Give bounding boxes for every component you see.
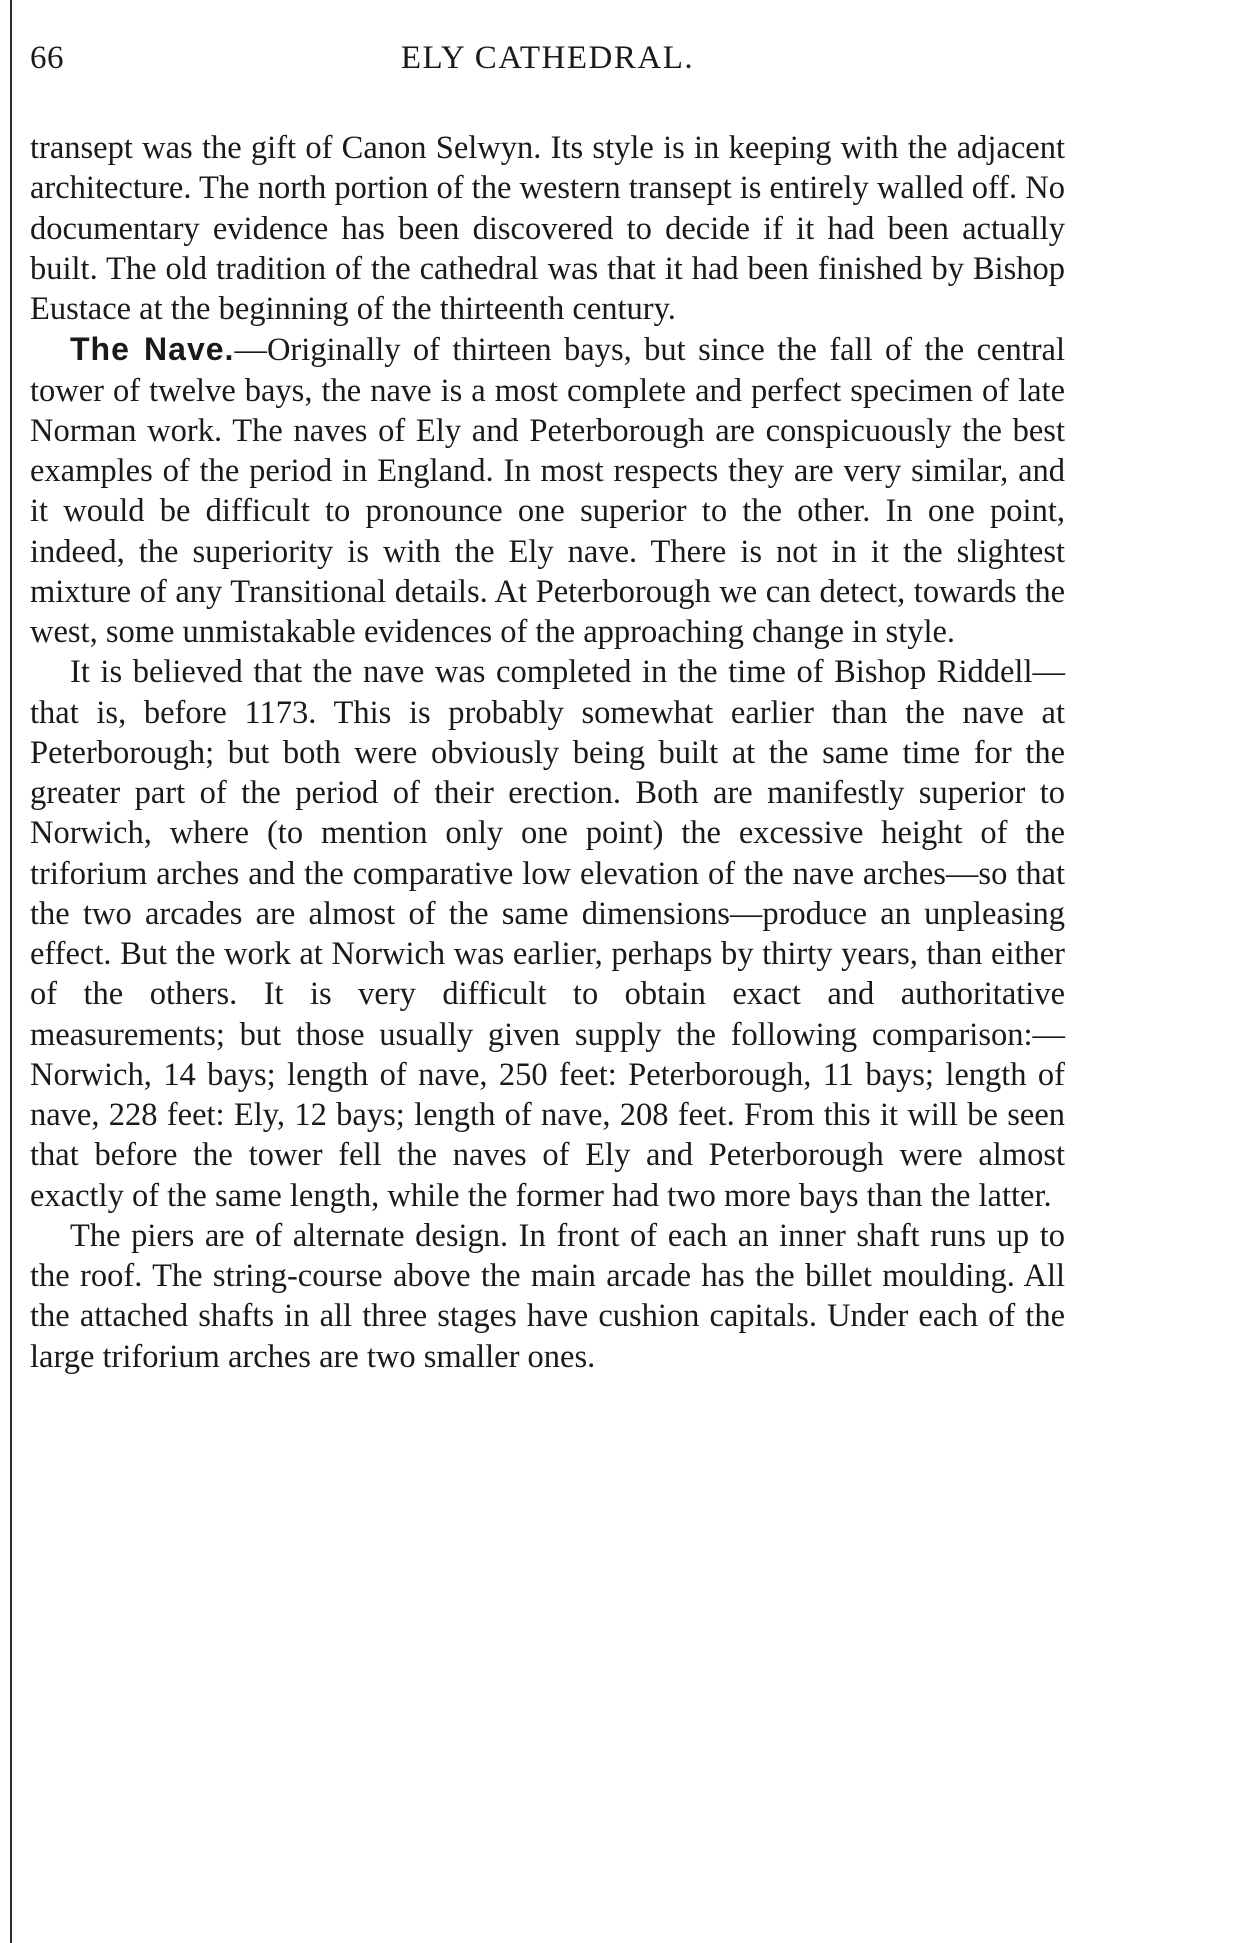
page-header <box>30 40 1065 84</box>
page-edge-rule <box>10 0 12 1943</box>
paragraph-transept <box>30 128 1065 329</box>
running-title: ELY CATHEDRAL. <box>400 40 695 76</box>
section-heading-nave: The Nave. <box>70 331 235 368</box>
body-text <box>30 128 1065 1377</box>
paragraph-text: It is believed that the nave was completed in the time of Bishop Riddell—that is, before 1173. This is probably somewhat earlier than the nave at Peterborough; but both were obviously being built at the same time for the greater part of the period of their erection. Both are manifestly superior to Norwich, where (to mention only one point) the excessive height of the triforium arches and the comparative low elevation of the nave arches—so that the two arcades are almost of the same dimensions—produce an unpleasing effect. But the work at Norwich was earlier, perhaps by thirty years, than either of the others. It is very difficult to obtain exact and authoritative measurements; but those usually given supply the following comparison:—Norwich, 14 bays; length of nave, 250 feet: Peterborough, 11 bays; length of nave, 228 feet: Ely, 12 bays; length of nave, 208 feet. From this it will be seen that before the tower fell the naves of Ely and Peterborough were almost exactly of the same length, while the former had two more bays than the latter. <box>30 654 1065 1214</box>
paragraph-text: The piers are of alternate design. In front of each an inner shaft runs up to the roof. The string-course above the main arcade has the billet moulding. All the attached shafts in all three stages have cushion capitals. Under each of the large triforium arches are two smaller ones. <box>30 1217 1065 1375</box>
paragraph-text: transept was the gift of Canon Selwyn. Its style is in keeping with the adjacent architecture. The north portion of the western transept is entirely walled off. No documentary evidence has been discovered to decide if it had been actually built. The old tradition of the cathedral was that it had been finished by Bishop Eustace at the beginning of the thirteenth century. <box>30 130 1065 327</box>
paragraph-nave <box>30 329 1065 652</box>
paragraph-nave-date <box>30 652 1065 1216</box>
page-number: 66 <box>30 40 64 76</box>
paragraph-text: —Originally of thirteen bays, but since the fall of the central tower of twelve bays, the nave is a most complete and perfect specimen of late Norman work. The naves of Ely and Peterborough are conspicuously the best examples of the period in England. In most respects they are very similar, and it would be difficult to pronounce one superior to the other. In one point, indeed, the superiority is with the Ely nave. There is not in it the slightest mixture of any Transitional details. At Peterborough we can detect, towards the west, some unmistakable evidences of the approaching change in style. <box>30 332 1066 650</box>
paragraph-piers <box>30 1216 1065 1377</box>
